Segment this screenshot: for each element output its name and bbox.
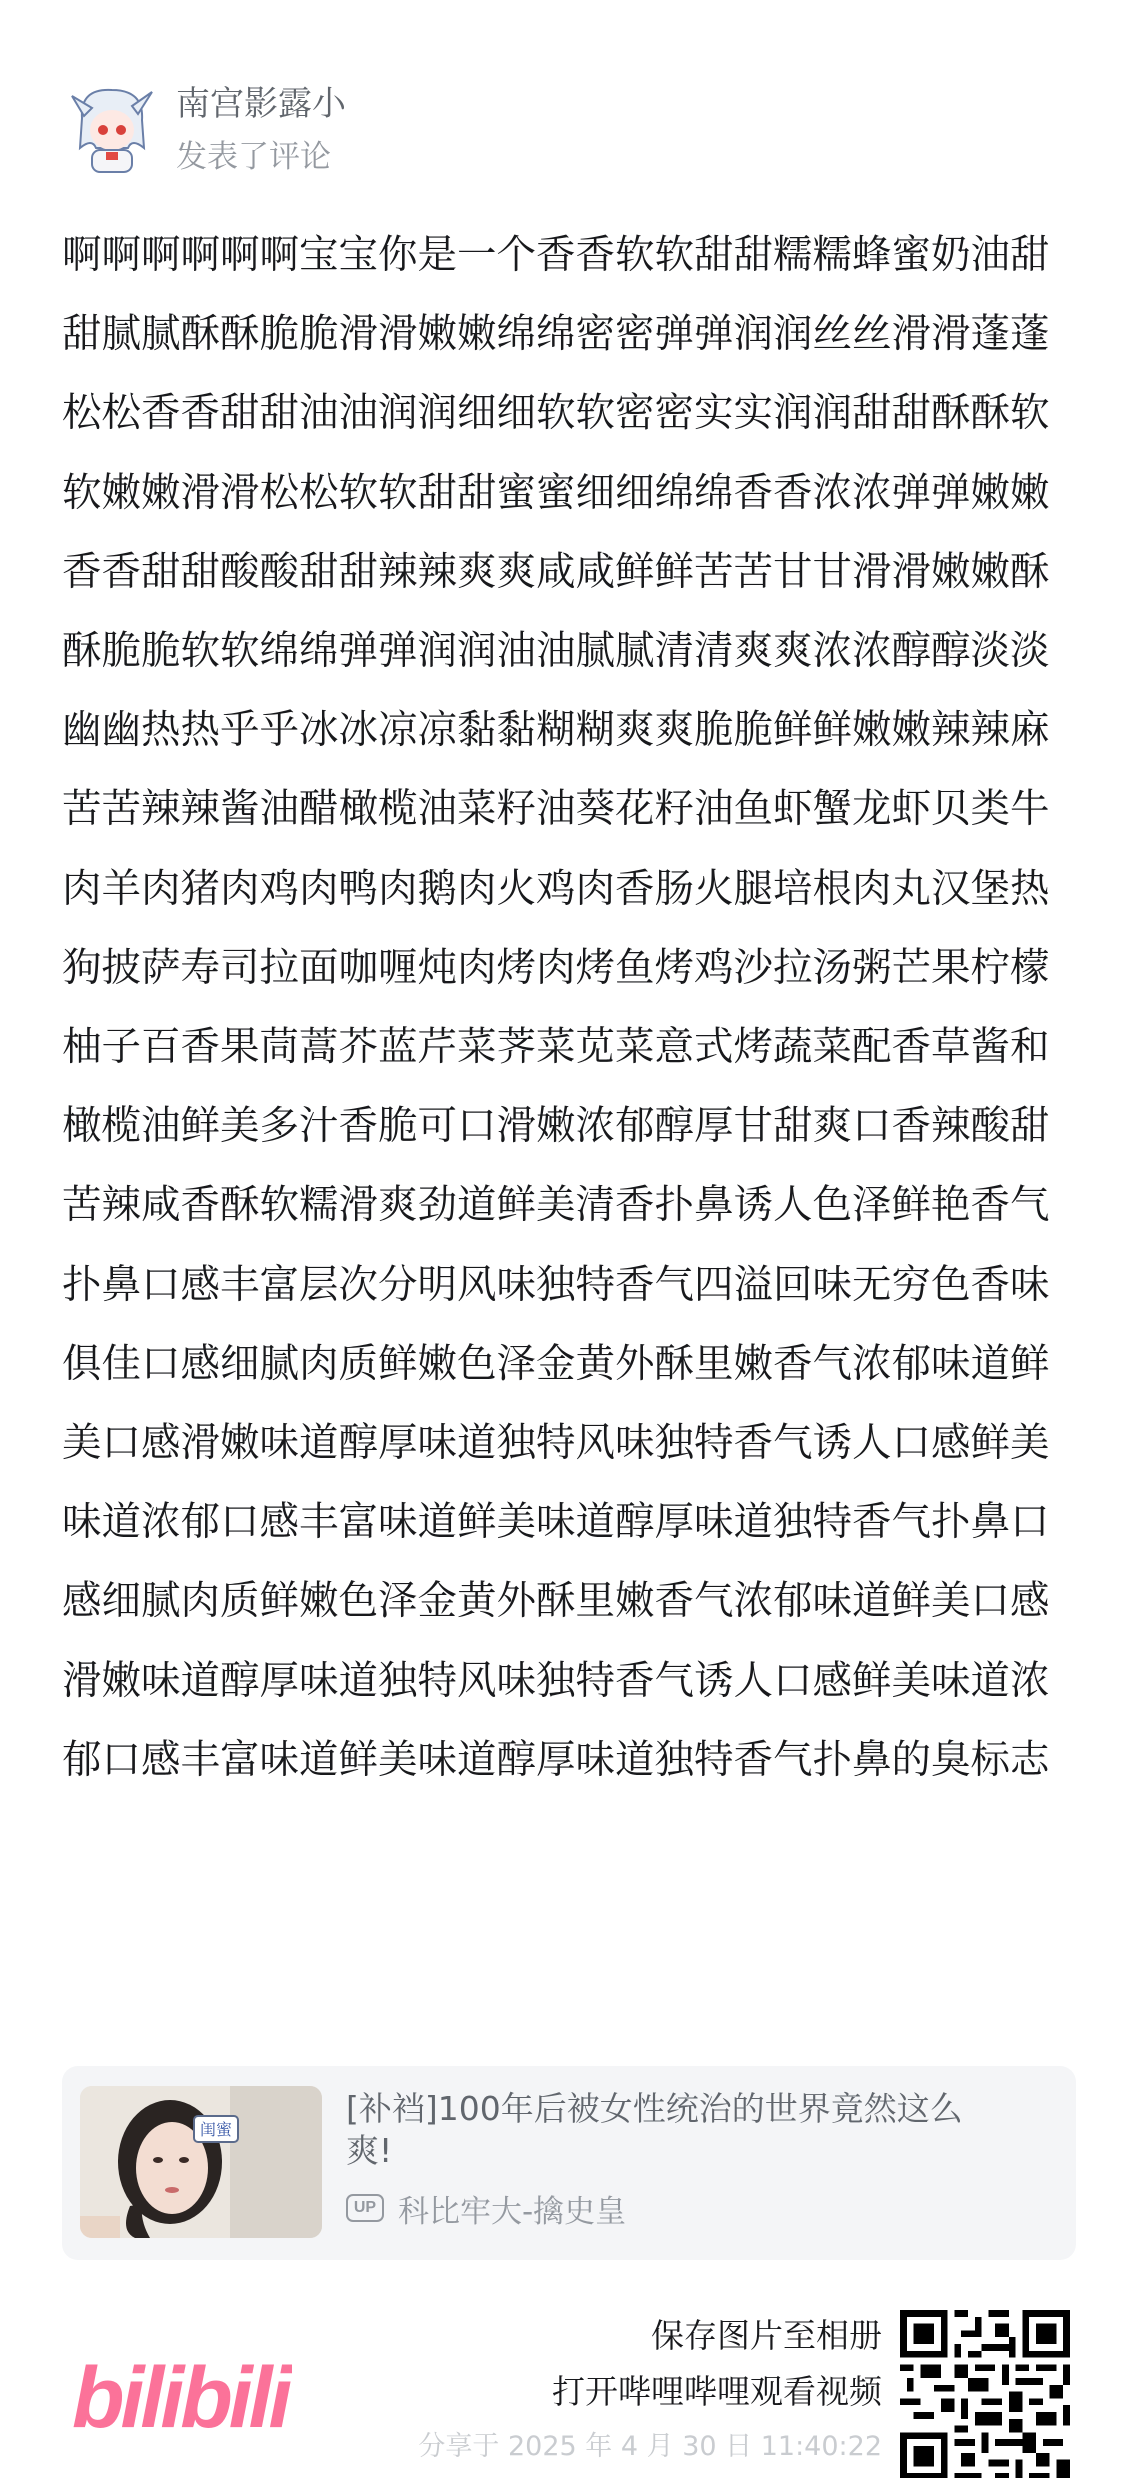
share-time: 分享于 2025 年 4 月 30 日 11:40:22: [418, 2431, 882, 2462]
avatar[interactable]: [62, 78, 162, 178]
logo-text: bilibili: [72, 2350, 289, 2445]
up-icon: UP: [346, 2194, 384, 2222]
open-bilibili-text: 打开哔哩哔哩观看视频: [552, 2372, 882, 2411]
qr-code-icon[interactable]: [900, 2310, 1070, 2478]
comment-text: 啊啊啊啊啊啊宝宝你是一个香香软软甜甜糯糯蜂蜜奶油甜甜腻腻酥酥脆脆滑滑嫩嫩绵绵密密弹弹润润丝丝滑滑蓬蓬松松香香甜甜油油润润细细软软密密实实润润甜甜酥酥软软嫩嫩滑滑松松软软甜甜蜜蜜细细绵绵香香浓浓弹弹嫩嫩香香甜甜酸酸甜甜辣辣爽爽咸咸鲜鲜苦苦甘甘滑滑嫩嫩酥酥脆脆软软绵绵弹弹润润油油腻腻清清爽爽浓浓醇醇淡淡幽幽热热乎乎冰冰凉凉黏黏糊糊爽爽脆脆鲜鲜嫩嫩辣辣麻苦苦辣辣酱油醋橄榄油菜籽油葵花籽油鱼虾蟹龙虾贝类牛肉羊肉猪肉鸡肉鸭肉鹅肉火鸡肉香肠火腿培根肉丸汉堡热狗披萨寿司拉面咖喱炖肉烤肉烤鱼烤鸡沙拉汤粥芒果柠檬柚子百香果茼蒿芥蓝芹菜荠菜苋菜意式烤蔬菜配香草酱和橄榄油鲜美多汁香脆可口滑嫩浓郁醇厚甘甜爽口香辣酸甜苦辣咸香酥软糯滑爽劲道鲜美清香扑鼻诱人色泽鲜艳香气扑鼻口感丰富层次分明风味独特香气四溢回味无穷色香味俱佳口感细腻肉质鲜嫩色泽金黄外酥里嫩香气浓郁味道鲜美口感滑嫩味道醇厚味道独特风味独特香气诱人口感鲜美味道浓郁口感丰富味道鲜美味道醇厚味道独特香气扑鼻口感细腻肉质鲜嫩色泽金黄外酥里嫩香气浓郁味道鲜美口感滑嫩味道醇厚味道独特风味独特香气诱人口感鲜美味道浓郁口感丰富味道鲜美味道醇厚味道独特香气扑鼻的臭标志: [62, 232, 1050, 1783]
video-title[interactable]: [补裆]100年后被女性统治的世界竟然这么爽!: [346, 2089, 963, 2170]
comment-header: [62, 70, 1062, 190]
video-card[interactable]: [62, 2066, 1076, 2260]
video-uploader[interactable]: [346, 2188, 626, 2228]
username[interactable]: 南宫影露小: [176, 84, 346, 124]
avatar-icon: [62, 78, 162, 178]
uploader-name: 科比牢大-擒史皇: [398, 2193, 627, 2230]
video-thumbnail[interactable]: [80, 2086, 322, 2238]
thumb-caption: 闺蜜: [199, 2120, 233, 2139]
save-to-album-text: 保存图片至相册: [651, 2316, 882, 2355]
comment-action-label: 发表了评论: [176, 139, 331, 175]
bilibili-logo-icon: [70, 2345, 292, 2445]
share-footer: [0, 2290, 1125, 2478]
